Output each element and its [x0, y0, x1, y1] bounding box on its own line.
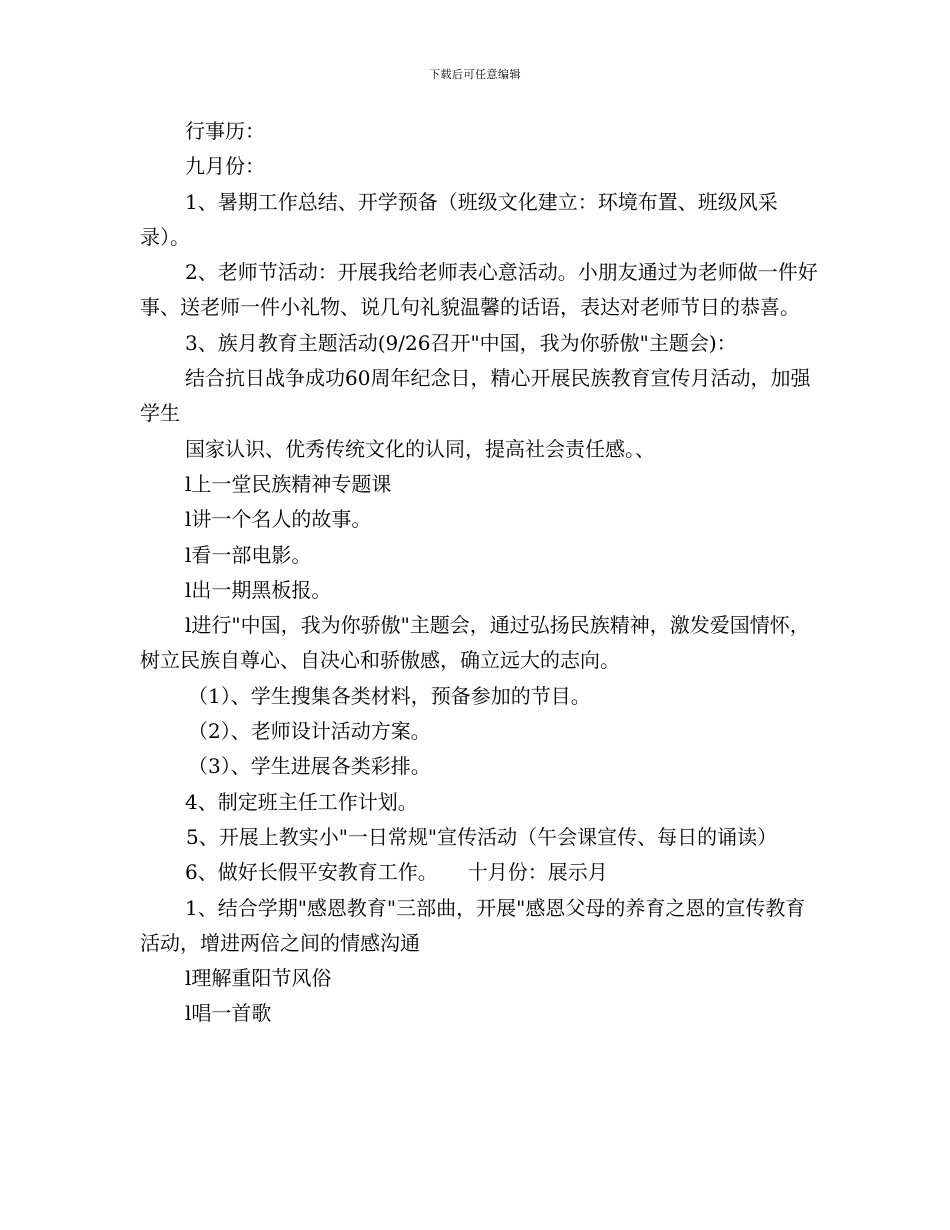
list-item-double-ninth: l理解重阳节风俗 [185, 966, 332, 991]
paragraph-item-3: 3、族月教育主题活动(9/26召开"中国，我为你骄傲"主题会)： [185, 330, 737, 355]
page-header-note: 下载后可任意编辑 [429, 68, 521, 81]
paragraph-education-month: 结合抗日战争成功60周年纪念日，精心开展民族教育宣传月活动，加强学生 [140, 366, 811, 426]
paragraph-item-2: 2、老师节活动：开展我给老师表心意活动。小朋友通过为老师做一件好事、送老师一件小礼物、说几句礼貌温馨的话语，表达对老师节日的恭喜。 [140, 260, 818, 320]
paragraph-item-5: 5、开展上教实小"一日常规"宣传活动（午会课宣传、每日的诵读） [186, 824, 778, 849]
list-item-blackboard: l出一期黑板报。 [185, 577, 332, 602]
paragraph-item-1: 1、暑期工作总结、开学预备（班级文化建立：环境布置、班级风采录）。 [140, 189, 778, 249]
paragraph-national-identity: 国家认识、优秀传统文化的认同，提高社会责任感。、 [185, 436, 655, 461]
paragraph-calendar-title: 行事历： [185, 119, 265, 143]
list-item-theme-meeting: l进行"中国，我为你骄傲"主题会，通过弘扬民族精神，激发爱国情怀，树立民族自尊心、自决心和骄傲感，确立远大的志向。 [140, 613, 810, 673]
sub-item-3: （3）、学生进展各类彩排。 [188, 754, 431, 779]
list-item-movie: l看一部电影。 [185, 542, 312, 567]
paragraph-item-6: 6、做好长假平安教育工作。 十月份：展示月 [185, 860, 608, 885]
paragraph-september-heading: 九月份： [185, 154, 265, 179]
paragraph-october-item-1: 1、结合学期"感恩教育"三部曲，开展"感恩父母的养育之恩的宣传教育活动，增进两倍之间的情感沟通 [140, 895, 806, 955]
list-item-song: l唱一首歌 [185, 1001, 272, 1026]
paragraph-item-4: 4、制定班主任工作计划。 [185, 789, 418, 814]
sub-item-1: （1）、学生搜集各类材料，预备参加的节目。 [188, 683, 591, 708]
list-item-story: l讲一个名人的故事。 [185, 507, 372, 532]
sub-item-2: （2）、老师设计活动方案。 [188, 719, 431, 744]
list-item-lesson: l上一堂民族精神专题课 [185, 471, 392, 496]
document-body [140, 114, 820, 1032]
